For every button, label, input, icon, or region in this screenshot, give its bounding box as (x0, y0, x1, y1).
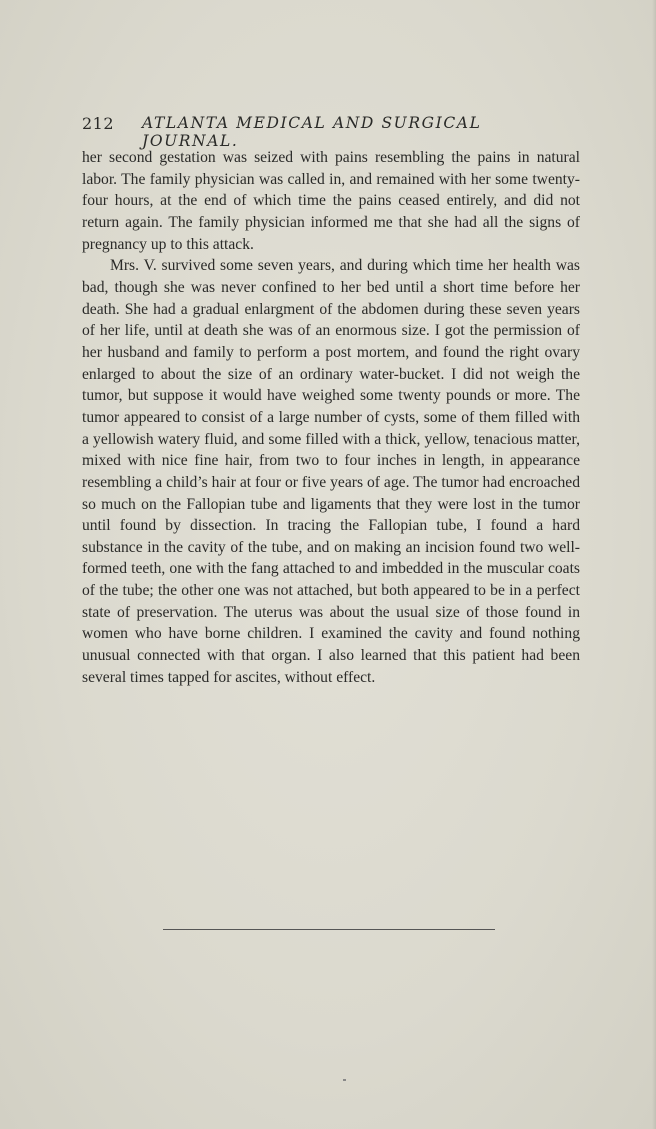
page-number: 212 (82, 114, 115, 133)
page-edge-shadow (652, 0, 656, 1129)
page-header (82, 114, 582, 150)
paragraph: Mrs. V. survived some seven years, and during which time her health was bad, though she was never confined to her bed until a short time before her death. She had a gradual enlargment of the abdomen during these seven years of her life, until at death she was of an enormous size. I got the permission of her husband and family to perform a post mortem, and found the right ovary enlarged to about the size of an ordinary water-bucket. I did not weigh the tumor, but suppose it would have weighed some twenty pounds or more. The tumor appeared to consist of a large number of cysts, some of them filled with a yellowish watery fluid, and some filled with a thick, yellow, tenacious matter, mixed with nice fine hair, from two to four inches in length, in appearance resembling a child’s hair at four or five years of age. The tumor had encroached so much on the Fallopian tube and ligaments that they were lost in the tumor until found by dissection. In tracing the Fallopian tube, I found a hard substance in the cavity of the tube, and on making an incision found two well-formed teeth, one with the fang attached to and imbedded in the muscular coats of the tube; the other one was not attached, but both appeared to be in a perfect state of preservation. The uterus was about the usual size of those found in women who have borne children. I examined the cavity and found nothing unusual connected with that organ. I also learned that this patient had been several times tapped for ascites, without effect. (82, 257, 580, 686)
article-body (82, 147, 580, 688)
paragraph: her second gestation was seized with pains resembling the pains in natural labor. The family physician was called in, and remained with her some twenty-four hours, at the end of which time the pains ceased entirely, and did not return again. The family physician informed me that she had all the signs of pregnancy up to this attack. (82, 149, 580, 253)
section-divider (163, 929, 495, 930)
print-speck (343, 1079, 346, 1081)
running-title: ATLANTA MEDICAL AND SURGICAL JOURNAL. (142, 114, 482, 150)
